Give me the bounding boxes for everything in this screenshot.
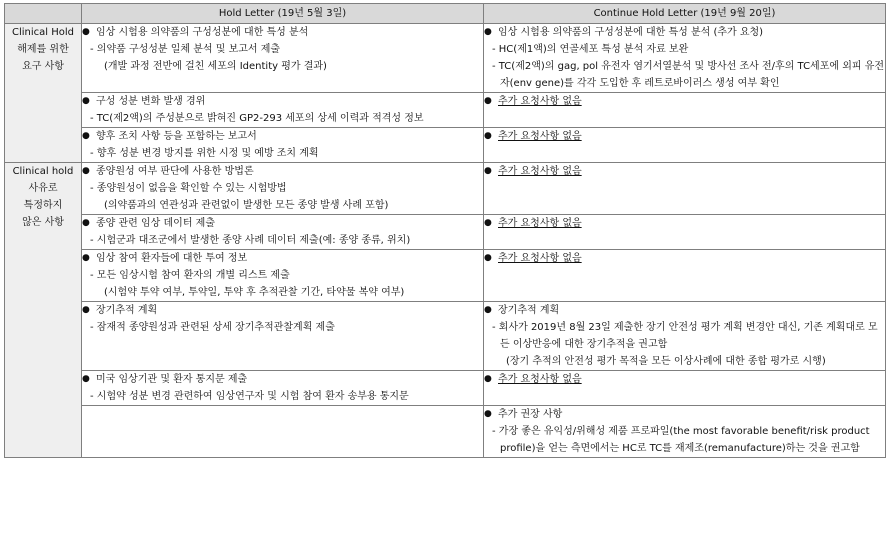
bullet-item: ● 임상 시험용 의약품의 구성성분에 대한 특성 분석 — [82, 24, 483, 41]
no-additional-request-text: 추가 요청사항 없음 — [498, 218, 582, 229]
table-row — [5, 406, 886, 458]
sub-item: - TC(제2액)의 gag, pol 유전자 염기서열분석 및 방사선 조사 전/후의 TC세포에 외피 유전자(env gene)를 각각 도입한 후 레트로바이러스 생성 여부 확인 — [492, 61, 885, 89]
table-row — [5, 215, 886, 250]
no-additional-request-text: 추가 요청사항 없음 — [498, 253, 582, 264]
table-row — [5, 128, 886, 163]
category-cell: Clinical Hold 해제를 위한 요구 사항 — [5, 24, 82, 163]
hold-letter-cell — [82, 24, 484, 93]
sub-item: - 모든 임상시험 참여 환자의 개별 리스트 제출 — [90, 270, 290, 281]
continue-hold-letter-cell — [484, 406, 886, 458]
note-item: (장기 추적의 안전성 평가 목적을 모든 이상사례에 대한 종합 평가로 시행) — [506, 356, 826, 367]
no-additional-request — [484, 93, 885, 110]
sub-item: - 회사가 2019년 8월 23일 제출한 장기 안전성 평가 계획 변경안 대신, 기존 계획대로 모든 이상반응에 대한 장기추적을 권고함 — [492, 322, 878, 350]
comparison-table — [4, 3, 886, 458]
bullet-item: ● 추가 권장 사항 — [484, 406, 885, 423]
header-category — [5, 4, 82, 24]
no-additional-request-text: 추가 요청사항 없음 — [498, 166, 582, 177]
note-item: (개발 과정 전반에 걸친 세포의 Identity 평가 결과) — [104, 61, 327, 72]
sub-item: - 의약품 구성성분 일체 분석 및 보고서 제출 — [90, 44, 281, 55]
bullet-item: ● 장기추적 계획 — [82, 302, 483, 319]
header-hold-letter: Hold Letter (19년 5월 3일) — [82, 4, 484, 24]
bullet-item: ● 임상 참여 환자들에 대한 투여 정보 — [82, 250, 483, 267]
sub-item: - TC(제2액)의 주성분으로 밝혀진 GP2-293 세포의 상세 이력과 적격성 정보 — [90, 113, 424, 124]
continue-hold-letter-cell — [484, 93, 886, 128]
bullet-item: ● 향후 조치 사항 등을 포함하는 보고서 — [82, 128, 483, 145]
sub-item: - 가장 좋은 유익성/위해성 제품 프로파일(the most favorable benefit/risk product profile)을 얻는 측면에서는 HC로 TC를 재제조(remanufacture)하는 것을 권고함 — [492, 426, 870, 454]
no-additional-request — [484, 163, 885, 180]
continue-hold-letter-cell — [484, 302, 886, 371]
table-row — [5, 250, 886, 302]
continue-hold-letter-cell — [484, 250, 886, 302]
table-row — [5, 24, 886, 93]
no-additional-request-text: 추가 요청사항 없음 — [498, 131, 582, 142]
no-additional-request — [484, 128, 885, 145]
hold-letter-cell — [82, 406, 484, 458]
bullet-item: ● 장기추적 계획 — [484, 302, 885, 319]
no-additional-request — [484, 250, 885, 267]
hold-letter-cell — [82, 250, 484, 302]
header-row — [5, 4, 886, 24]
header-continue-hold-letter: Continue Hold Letter (19년 9월 20일) — [484, 4, 886, 24]
table-row — [5, 93, 886, 128]
table-row — [5, 302, 886, 371]
hold-letter-cell — [82, 215, 484, 250]
hold-letter-cell — [82, 302, 484, 371]
sub-item: - 잠재적 종양원성과 관련된 상세 장기추적관찰계획 제출 — [90, 322, 335, 333]
table-row — [5, 371, 886, 406]
note-item: (의약품과의 연관성과 관련없이 발생한 모든 종양 발생 사례 포함) — [104, 200, 389, 211]
continue-hold-letter-cell — [484, 163, 886, 215]
bullet-item: ● 종양 관련 임상 데이터 제출 — [82, 215, 483, 232]
continue-hold-letter-cell — [484, 128, 886, 163]
bullet-item: ● 종양원성 여부 판단에 사용한 방법론 — [82, 163, 483, 180]
hold-letter-cell — [82, 371, 484, 406]
bullet-item: ● 미국 임상기관 및 환자 통지문 제출 — [82, 371, 483, 388]
continue-hold-letter-cell — [484, 371, 886, 406]
no-additional-request-text: 추가 요청사항 없음 — [498, 96, 582, 107]
sub-item: - 시험약 성분 변경 관련하여 임상연구자 및 시험 참여 환자 송부용 통지문 — [90, 391, 409, 402]
no-additional-request-text: 추가 요청사항 없음 — [498, 374, 582, 385]
continue-hold-letter-cell — [484, 24, 886, 93]
sub-item: - 향후 성분 변경 방지를 위한 시정 및 예방 조치 계획 — [90, 148, 319, 159]
table-body — [5, 24, 886, 458]
sub-item: - HC(제1액)의 연골세포 특성 분석 자료 보완 — [492, 44, 689, 55]
continue-hold-letter-cell — [484, 215, 886, 250]
sub-item: - 종양원성이 없음을 확인할 수 있는 시험방법 — [90, 183, 287, 194]
hold-letter-cell — [82, 128, 484, 163]
no-additional-request — [484, 215, 885, 232]
sub-item: - 시험군과 대조군에서 발생한 종양 사례 데이터 제출(예: 종양 종류, 위치) — [90, 235, 411, 246]
bullet-item: ● 임상 시험용 의약품의 구성성분에 대한 특성 분석 (추가 요청) — [484, 24, 885, 41]
no-additional-request — [484, 371, 885, 388]
note-item: (시험약 투약 여부, 투약일, 투약 후 추적관찰 기간, 타약물 복약 여부) — [104, 287, 405, 298]
hold-letter-cell — [82, 93, 484, 128]
category-cell: Clinical hold 사유로 특정하지 않은 사항 — [5, 163, 82, 458]
table-row — [5, 163, 886, 215]
bullet-item: ● 구성 성분 변화 발생 경위 — [82, 93, 483, 110]
hold-letter-cell — [82, 163, 484, 215]
